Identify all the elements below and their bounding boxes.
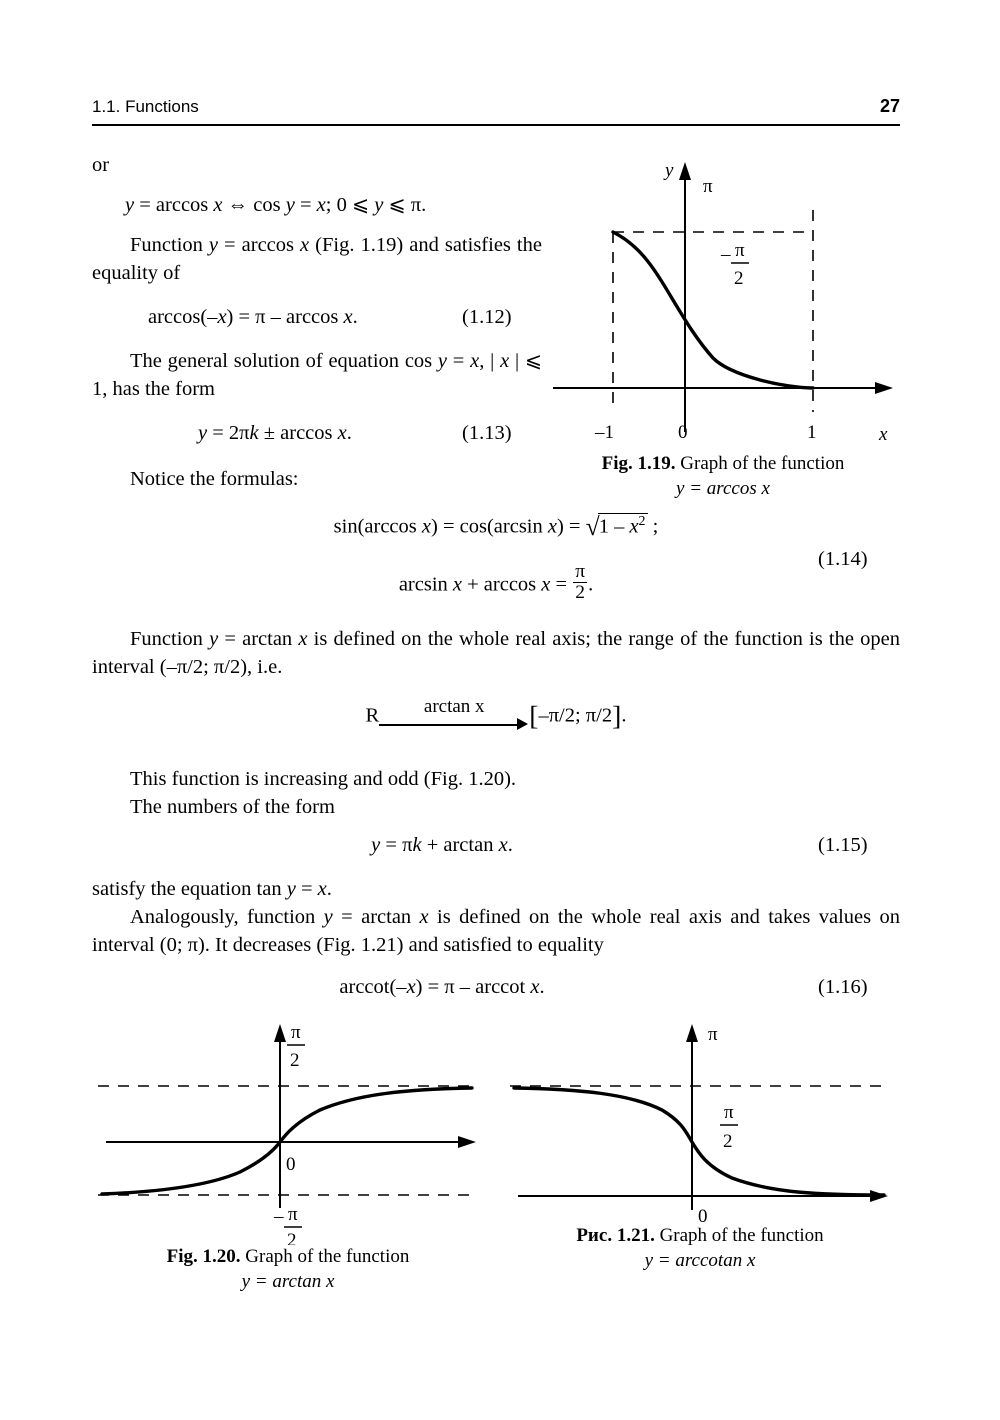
figure-1-19	[545, 150, 905, 450]
header-rule	[92, 124, 900, 126]
figure-1-20-caption	[88, 1245, 488, 1294]
figure-1-21	[500, 1010, 900, 1230]
paragraph-satisfy-tan: satisfy the equation tan y = x.	[92, 878, 332, 900]
equation-number-1-13: (1.13)	[462, 422, 512, 444]
fig119-tick-zero: 0	[678, 422, 688, 443]
paragraph-notice: Notice the formulas:	[130, 468, 299, 490]
fig120-pi-den: 2	[290, 1050, 300, 1071]
page-header	[92, 96, 900, 117]
equation-arccos-definition: y = arccos x ⇔ cos y = x; 0 ⩽ y ⩽ π.	[125, 194, 427, 216]
page-number: 27	[879, 96, 900, 116]
equation-1-12: arccos(–x) = π – arccos x.	[148, 306, 358, 328]
fig121-caption-label: Рис. 1.21.	[576, 1225, 655, 1246]
fig120-minus-pi-den: 2	[287, 1230, 297, 1245]
fig119-pi-label: π	[703, 176, 713, 197]
paragraph-or: or	[92, 154, 110, 176]
equation-number-1-12: (1.12)	[462, 306, 512, 328]
fig120-minus-pi-sign: –	[274, 1206, 284, 1227]
fig119-caption-label: Fig. 1.19.	[601, 453, 676, 474]
fig119-pihalf-den: 2	[734, 268, 744, 289]
fig121-pi-label: π	[708, 1024, 718, 1045]
paragraph-general-solution: The general solution of equation cos y = x, | x | ⩽ 1, has the form	[92, 350, 543, 400]
equation-1-14a: sin(arccos x) = cos(arcsin $x) = √1 - x^2$ ;	[333, 512, 659, 541]
map-arrow-label: arctan x	[423, 696, 485, 717]
fig121-zero-label: 0	[698, 1206, 708, 1227]
fig120-pi-num: π	[291, 1022, 301, 1043]
fig119-axis-x-label: x	[879, 424, 888, 445]
equation-number-1-16: (1.16)	[818, 976, 868, 998]
map-arrow	[379, 696, 529, 734]
fig121-caption-text: Graph of the function	[659, 1225, 824, 1246]
fig119-tick-one: 1	[807, 422, 817, 443]
figure-1-19-caption	[548, 452, 898, 501]
equation-1-15: y = πk + arctan x.	[371, 834, 513, 856]
fig119-caption-formula: y = arccos x	[676, 477, 770, 499]
fig119-pihalf-num: π	[735, 240, 745, 261]
fig120-caption-text: Graph of the function	[245, 1246, 410, 1267]
equation-number-1-14: (1.14)	[818, 548, 868, 570]
fig121-pihalf-num: π	[724, 1102, 734, 1123]
figure-1-20	[88, 1010, 488, 1245]
fig119-axis-y-label: y	[665, 160, 674, 181]
equation-map-R-to-interval: R arctan x [–π/2; π/2].	[92, 700, 900, 734]
fig121-caption-formula: y = arccotan x	[644, 1249, 756, 1271]
fig120-caption-formula: y = arctan x	[241, 1270, 335, 1292]
fig119-caption-text: Graph of the function	[680, 453, 845, 474]
fig119-pihalf-sign: –	[721, 244, 731, 265]
fig119-tick-minus1: –1	[595, 422, 614, 443]
figure-1-21-caption	[500, 1224, 900, 1273]
fig120-minus-pi-num: π	[288, 1204, 298, 1225]
equation-number-1-15: (1.15)	[818, 834, 868, 856]
running-head: 1.1. Functions	[92, 97, 199, 116]
paragraph-numbers-form: The numbers of the form	[130, 796, 335, 818]
fig120-caption-label: Fig. 1.20.	[166, 1246, 241, 1267]
fig120-zero-label: 0	[286, 1154, 296, 1175]
equation-1-14b: arcsin x + arccos x = $\frac{\pi}{2}$ .	[398, 561, 594, 604]
paragraph-function-arccos: Function y = arccos x (Fig. 1.19) and satisfies the equality of	[92, 234, 542, 284]
equation-1-16: arccot(–x) = π – arccot x.	[339, 976, 545, 998]
paragraph-increasing-odd: This function is increasing and odd (Fig. 1.20).	[130, 768, 517, 790]
fig121-pihalf-den: 2	[723, 1131, 733, 1152]
paragraph-arccot: Analogously, function y = arctan x is defined on the whole real axis and takes values on interval (0; π). It decreases (Fig. 1.21) and satisfied to equality	[92, 906, 900, 956]
equation-1-13: y = 2πk ± arccos x.	[198, 422, 352, 444]
paragraph-arctan-range: Function y = arctan x is defined on the whole real axis; the range of the function is the open interval (–π/2; π/2), i.e.	[92, 628, 900, 678]
